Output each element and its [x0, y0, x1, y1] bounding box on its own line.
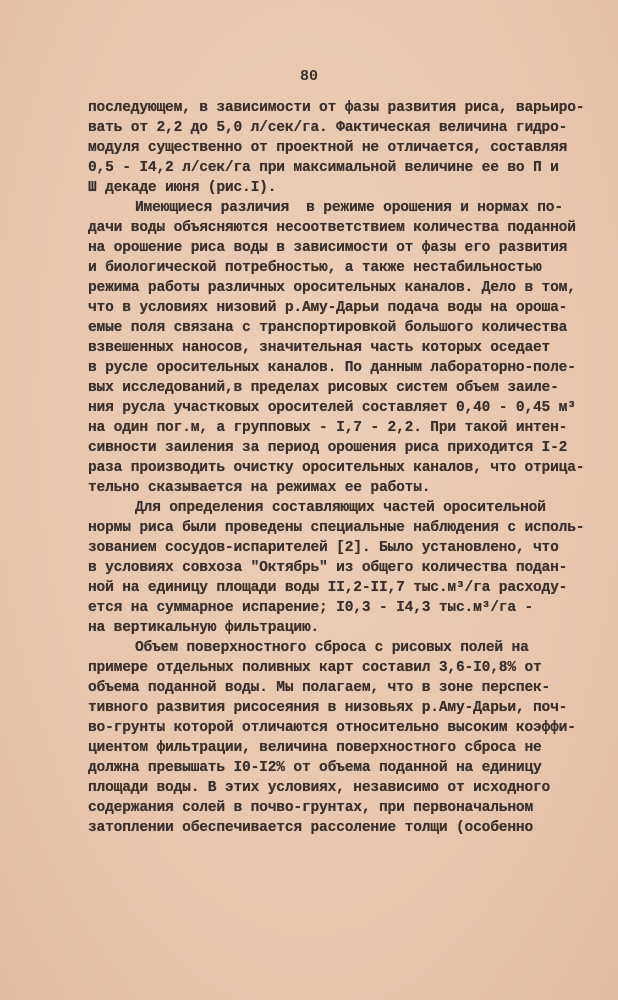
paragraph: [88, 98, 588, 198]
text-line: последующем, в зависимости от фазы развития риса, варьиро-: [88, 100, 585, 116]
text-line: в русле оросительных каналов. По данным лабораторно-поле-: [88, 360, 576, 376]
text-line: в условиях совхоза "Октябрь" из общего количества подан-: [88, 560, 568, 576]
text-line: Ш декаде июня (рис.I).: [88, 180, 277, 196]
text-line: модуля существенно от проектной не отличается, составляя: [88, 140, 568, 156]
text-line: на орошение риса воды в зависимости от фазы его развития: [88, 240, 568, 256]
text-line: режима работы различных оросительных каналов. Дело в том,: [88, 280, 576, 296]
text-line: дачи воды объясняются несоответствием количества поданной: [88, 220, 576, 236]
text-line: циентом фильтрации, величина поверхностного сброса не: [88, 740, 542, 756]
text-line: сивности заиления за период орошения риса приходится I-2: [88, 440, 568, 456]
paragraph: [88, 498, 588, 638]
text-line: взвешенных наносов, значительная часть которых оседает: [88, 340, 551, 356]
text-line: объема поданной воды. Мы полагаем, что в зоне перспек-: [88, 680, 551, 696]
text-line: тельно сказывается на режимах ее работы.: [88, 480, 431, 496]
text-line: должна превышать I0-I2% от объема поданной на единицу: [88, 760, 542, 776]
text-line: тивного развития рисосеяния в низовьях р.Аму-Дарьи, поч-: [88, 700, 568, 716]
text-line: Для определения составляющих частей оросительной: [135, 500, 546, 516]
text-line: нормы риса были проведены специальные наблюдения с исполь-: [88, 520, 585, 536]
text-line: Имеющиеся различия в режиме орошения и нормах по-: [135, 200, 563, 216]
text-line: вых исследований,в пределах рисовых систем объем заиле-: [88, 380, 559, 396]
paragraph: [88, 638, 588, 838]
text-line: Объем поверхностного сброса с рисовых полей на: [135, 640, 529, 656]
text-line: раза производить очистку оросительных каналов, что отрица-: [88, 460, 585, 476]
text-line: площади воды. В этих условиях, независимо от исходного: [88, 780, 551, 796]
text-line: примере отдельных поливных карт составил 3,6-I0,8% от: [88, 660, 542, 676]
text-line: емые поля связана с транспортировкой большого количества: [88, 320, 568, 336]
text-line: содержания солей в почво-грунтах, при первоначальном: [88, 800, 533, 816]
text-line: ной на единицу площади воды II,2-II,7 тыс.м³/га расходу-: [88, 580, 568, 596]
text-line: на один пог.м, а групповых - I,7 - 2,2. При такой интен-: [88, 420, 568, 436]
text-line: что в условиях низовий р.Аму-Дарьи подача воды на ороша-: [88, 300, 568, 316]
text-line: зованием сосудов-испарителей [2]. Было установлено, что: [88, 540, 559, 556]
text-line: затоплении обеспечивается рассоление толщи (особенно: [88, 820, 533, 836]
page-number: 80: [299, 68, 318, 85]
text-line: во-грунты которой отличаются относительно высоким коэффи-: [88, 720, 576, 736]
body-text: [88, 98, 588, 838]
text-line: на вертикальную фильтрацию.: [88, 620, 320, 636]
text-line: ется на суммарное испарение; I0,3 - I4,3 тыс.м³/га -: [88, 600, 533, 616]
text-line: вать от 2,2 до 5,0 л/сек/га. Фактическая величина гидро-: [88, 120, 568, 136]
text-line: 0,5 - I4,2 л/сек/га при максимальной величине ее во П и: [88, 160, 559, 176]
text-line: и биологической потребностью, а также нестабильностью: [88, 260, 542, 276]
text-line: ния русла участковых оросителей составляет 0,40 - 0,45 м³: [88, 400, 576, 416]
paragraph: [88, 198, 588, 498]
